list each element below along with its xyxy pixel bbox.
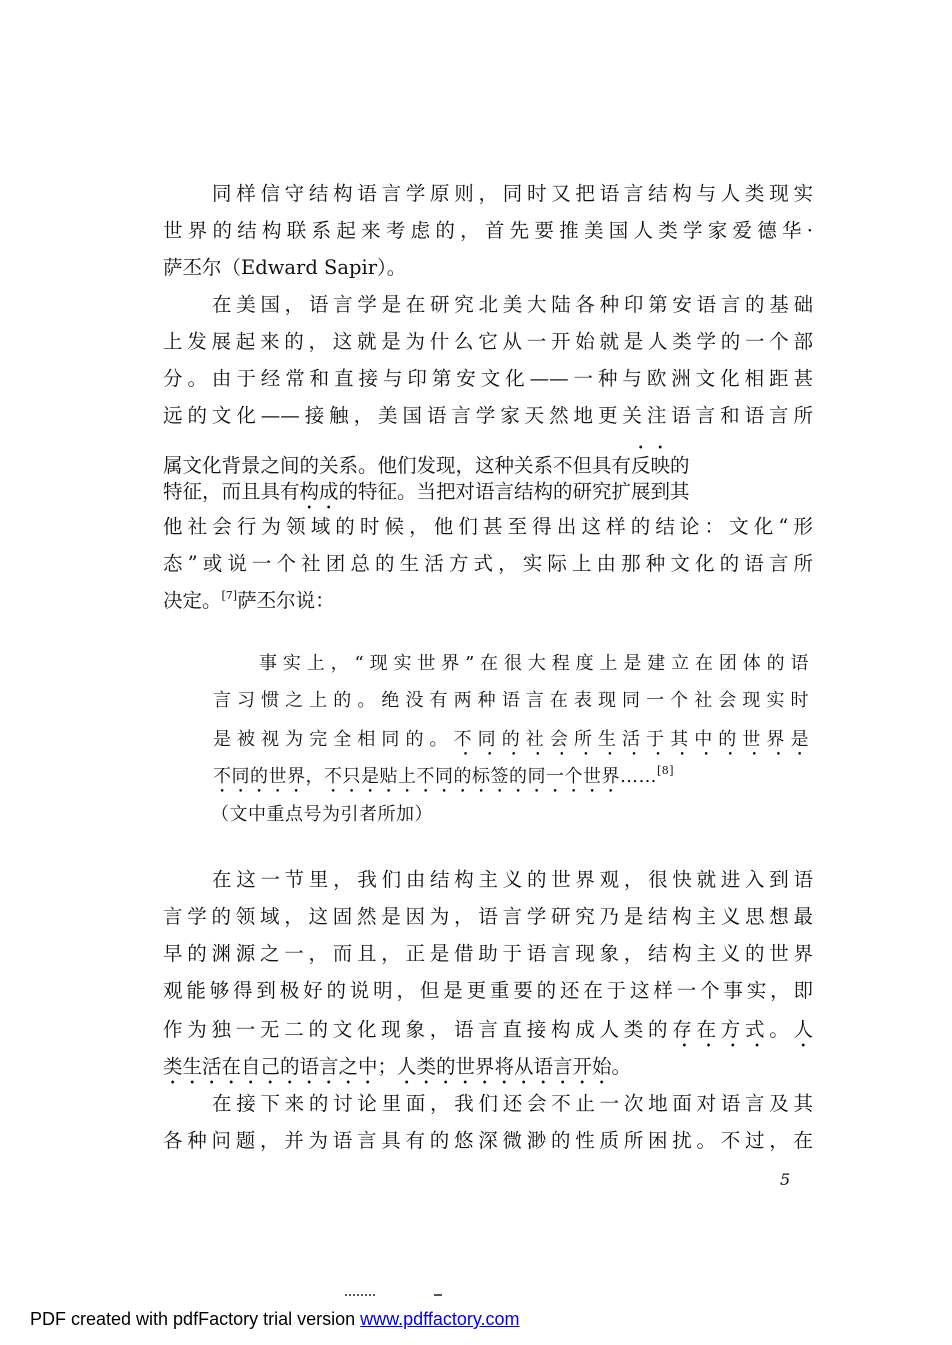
paragraph-3-line-3: 早的渊源之一，而且，正是借助于语言现象，结构主义的世界 xyxy=(163,942,813,965)
paragraph-2-line-4: 远的文化——接触，美国语言学家天然地更关注语言和语言所 xyxy=(163,404,813,427)
footnote-ref-8: [8] xyxy=(657,764,675,777)
paragraph-4-line-1: 在接下来的讨论里面，我们还会不止一次地面对语言及其 xyxy=(212,1092,813,1115)
quote-emphasis-1: 不同的社会所生活于其中的世界是 xyxy=(453,729,809,750)
footnote-ref-7: [7] xyxy=(221,589,238,602)
quote-line-2: 言习惯之上的。绝没有两种语言在表现同一个社会现实时 xyxy=(213,690,809,711)
paragraph-2-line-5-end: 的 xyxy=(670,454,690,477)
paragraph-3-line-5 xyxy=(163,1018,813,1052)
paragraph-3-line-5-period: 。 xyxy=(769,1018,794,1041)
paragraph-4-line-2: 各种问题，并为语言具有的悠深微渺的性质所困扰。不过，在 xyxy=(163,1129,813,1152)
emphasized-reflect: 反映 xyxy=(631,454,671,477)
paragraph-1-line-1: 同样信守结构语言学原则，同时又把语言结构与人类现实 xyxy=(212,182,813,205)
paragraph-2-line-9 xyxy=(163,591,813,611)
pdffactory-link[interactable]: www.pdffactory.com xyxy=(360,1309,520,1329)
paragraph-2-line-9-text: 决定。 xyxy=(163,589,222,612)
emphasized-world-begins: 人类的世界将从语言开始 xyxy=(397,1055,612,1078)
paragraph-3-line-6-semicolon: ； xyxy=(377,1055,398,1078)
quote-line-3-text: 是被视为完全相同的。 xyxy=(213,729,454,750)
paragraph-2-line-5 xyxy=(163,443,813,477)
paragraph-2-line-6-text: 特征，而且具有 xyxy=(163,480,300,503)
quote-ellipsis: …… xyxy=(620,766,657,787)
paragraph-3-line-4: 观能够得到极好的说明，但是更重要的还在于这样一个事实，即 xyxy=(163,979,813,1002)
footer-text: PDF created with pdfFactory trial version xyxy=(30,1309,361,1329)
quote-line-1: 事实上，“现实世界”在很大程度上是建立在团体的语 xyxy=(259,653,809,674)
emphasized-mode-of-existence: 存在方式 xyxy=(672,1018,770,1041)
page-number: 5 xyxy=(780,1170,791,1189)
emphasized-human: 人 xyxy=(793,1018,813,1041)
paragraph-2-line-1: 在美国，语言学是在研究北美大陆各种印第安语言的基础 xyxy=(212,293,813,316)
paragraph-2-line-3: 分。由于经常和直接与印第安文化——一种与欧洲文化相距甚 xyxy=(163,367,813,390)
emphasized-constitute: 构成 xyxy=(299,480,339,503)
quote-line-3 xyxy=(213,729,809,760)
pdf-footer xyxy=(30,1309,520,1330)
paragraph-2-line-7: 他社会行为领域的时候，他们甚至得出这样的结论：文化“形 xyxy=(163,515,813,538)
paragraph-2-line-6 xyxy=(163,480,813,514)
paragraph-2-line-6-end: 的特征。当把对语言结构的研究扩展到其 xyxy=(338,480,690,503)
paragraph-2-line-9-end: 萨丕尔说： xyxy=(237,589,335,612)
quote-note: （文中重点号为引者所加） xyxy=(211,804,433,825)
paragraph-3-line-6-period: 。 xyxy=(611,1055,632,1078)
paragraph-3-line-2: 言学的领域，这固然是因为，语言学研究乃是结构主义思想最 xyxy=(163,905,813,928)
paragraph-2-line-2: 上发展起来的，这就是为什么它从一开始就是人类学的一个部 xyxy=(163,330,813,353)
paragraph-3-line-1: 在这一节里，我们由结构主义的世界观，很快就进入到语 xyxy=(212,868,813,891)
quote-emphasis-2: 不同的世界，不只是贴上不同的标签的同一个世界 xyxy=(213,766,620,787)
paragraph-2-line-5-text: 属文化背景之间的关系。他们发现，这种关系不但具有 xyxy=(163,454,632,477)
paragraph-1-line-3: 萨丕尔（Edward Sapir）。 xyxy=(163,256,407,279)
paragraph-2-line-8: 态”或说一个社团总的生活方式，实际上由那种文化的语言所 xyxy=(163,552,813,575)
scan-artifact-dash xyxy=(434,1294,442,1296)
paragraph-3-line-5-text: 作为独一无二的文化现象，语言直接构成人类的 xyxy=(163,1018,673,1041)
scan-artifact xyxy=(345,1294,375,1298)
paragraph-3-line-6 xyxy=(163,1055,813,1089)
quote-line-4 xyxy=(213,766,809,797)
emphasized-live-in-language: 类生活在自己的语言之中 xyxy=(163,1055,378,1078)
paragraph-1-line-2: 世界的结构联系起来考虑的，首先要推美国人类学家爱德华· xyxy=(163,219,813,242)
